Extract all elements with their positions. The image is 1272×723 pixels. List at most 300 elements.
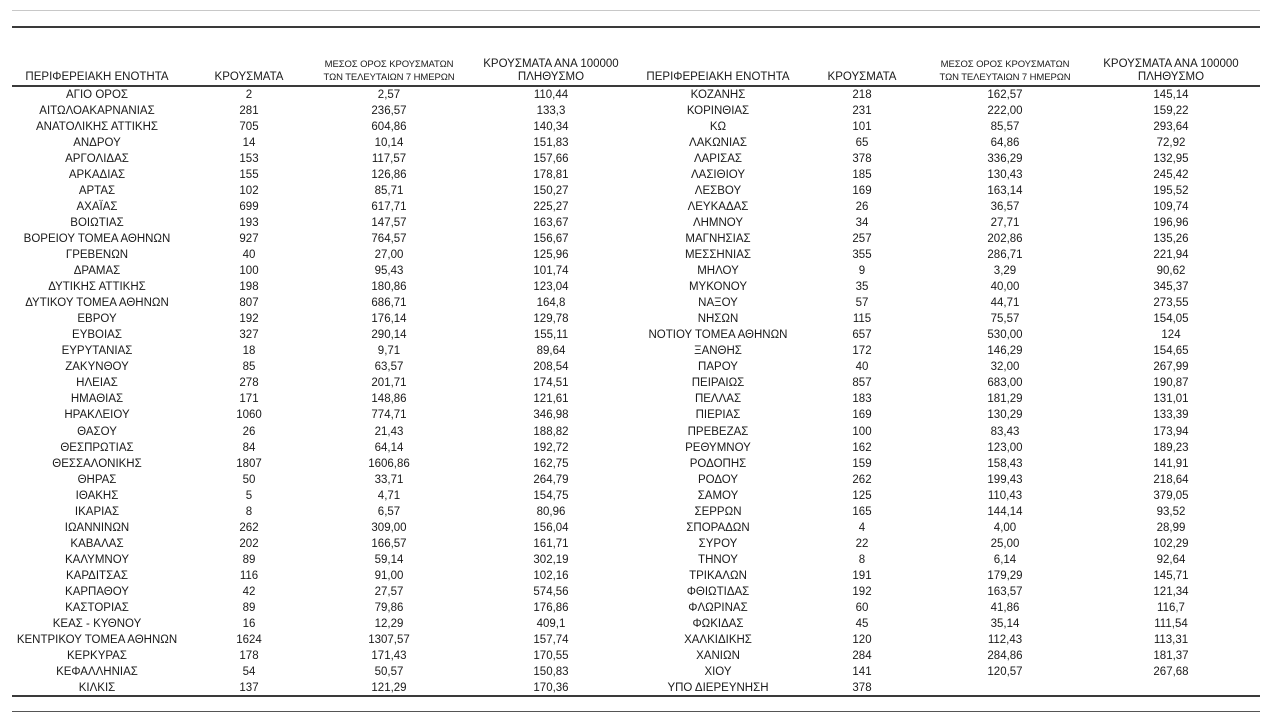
avg7-cell: 75,57 <box>990 313 1020 326</box>
per100k-cell: 173,94 <box>1153 425 1189 438</box>
table-row <box>12 86 640 103</box>
per100k-cell: 178,81 <box>533 168 569 181</box>
table-row <box>12 280 640 296</box>
avg7-cell: 3,29 <box>993 265 1017 278</box>
avg7-cell: 12,29 <box>374 618 404 631</box>
avg7-cell: 95,43 <box>374 265 404 278</box>
region-cell: ΑΝΔΡΟΥ <box>73 136 121 149</box>
per100k-cell: 72,92 <box>1156 136 1186 149</box>
header-row <box>640 50 1260 86</box>
per100k-cell: 154,05 <box>1153 313 1189 326</box>
region-cell: ΚΟΡΙΝΘΙΑΣ <box>686 104 750 117</box>
table-row <box>640 568 1260 584</box>
per100k-cell: 133,39 <box>1153 409 1189 422</box>
per100k-cell: 92,64 <box>1156 553 1186 566</box>
cases-cell: 42 <box>242 585 256 598</box>
avg7-cell: 112,43 <box>987 634 1023 647</box>
cases-cell: 202 <box>239 537 259 550</box>
cases-table-left <box>12 50 640 697</box>
avg7-cell: 121,29 <box>371 682 407 695</box>
table-row <box>640 601 1260 617</box>
cases-cell: 378 <box>852 682 872 695</box>
avg7-cell: 33,71 <box>374 473 404 486</box>
region-cell: ΤΡΙΚΑΛΩΝ <box>689 569 747 582</box>
table-row <box>640 488 1260 504</box>
table-body-right <box>640 86 1260 697</box>
region-cell: ΚΕΡΚΥΡΑΣ <box>67 650 127 663</box>
per100k-cell: 150,83 <box>533 666 569 679</box>
table-row <box>12 247 640 263</box>
region-cell: ΒΟΙΩΤΙΑΣ <box>70 216 124 229</box>
per100k-cell: 156,67 <box>533 232 569 245</box>
region-cell: ΘΕΣΣΑΛΟΝΙΚΗΣ <box>52 457 142 470</box>
cases-cell: 159 <box>852 457 872 470</box>
per100k-cell: 379,05 <box>1153 489 1189 502</box>
table-row <box>640 135 1260 151</box>
per100k-cell: 154,65 <box>1153 345 1189 358</box>
table-row <box>12 167 640 183</box>
region-cell: ΜΕΣΣΗΝΙΑΣ <box>684 248 752 261</box>
per100k-cell: 123,04 <box>533 281 569 294</box>
table-row <box>640 456 1260 472</box>
cases-cell: 9 <box>858 265 866 278</box>
region-cell: ΚΕΦΑΛΛΗΝΙΑΣ <box>56 666 138 679</box>
avg7-cell: 40,00 <box>990 281 1020 294</box>
table-row <box>640 247 1260 263</box>
region-cell: ΦΛΩΡΙΝΑΣ <box>688 602 748 615</box>
table-row <box>640 151 1260 167</box>
per100k-cell: 151,83 <box>533 136 569 149</box>
table-row <box>12 472 640 488</box>
avg7-cell: 6,57 <box>377 505 401 518</box>
table-row <box>12 520 640 536</box>
avg7-cell: 309,00 <box>371 521 407 534</box>
cases-cell: 257 <box>852 232 872 245</box>
cases-cell: 857 <box>852 377 872 390</box>
per100k-cell: 159,22 <box>1153 104 1189 117</box>
region-cell: ΜΗΛΟΥ <box>697 265 739 278</box>
region-cell: ΔΥΤΙΚΟΥ ΤΟΜΕΑ ΑΘΗΝΩΝ <box>25 297 169 310</box>
header-row <box>12 50 640 86</box>
avg7-cell: 286,71 <box>987 248 1023 261</box>
column-header-region: ΠΕΡΙΦΕΡΕΙΑΚΗ ΕΝΟΤΗΤΑ <box>640 50 796 86</box>
per100k-cell: 80,96 <box>536 505 566 518</box>
avg7-cell: 4,71 <box>377 489 401 502</box>
per100k-cell: 273,55 <box>1153 297 1189 310</box>
column-header-cases: ΚΡΟΥΣΜΑΤΑ <box>182 50 316 86</box>
table-row <box>640 392 1260 408</box>
cases-cell: 192 <box>852 585 872 598</box>
per100k-cell: 162,75 <box>533 457 569 470</box>
region-cell: ΚΟΖΑΝΗΣ <box>690 88 746 101</box>
per100k-cell: 190,87 <box>1153 377 1189 390</box>
region-cell: ΕΥΡΥΤΑΝΙΑΣ <box>61 345 133 358</box>
region-cell: ΑΡΚΑΔΙΑΣ <box>68 168 126 181</box>
column-header-region: ΠΕΡΙΦΕΡΕΙΑΚΗ ΕΝΟΤΗΤΑ <box>12 50 182 86</box>
per100k-cell: 189,23 <box>1153 441 1189 454</box>
avg7-cell: 179,29 <box>987 569 1023 582</box>
region-cell: ΣΑΜΟΥ <box>697 489 739 502</box>
table-row <box>12 601 640 617</box>
region-cell: ΝΗΣΩΝ <box>697 313 739 326</box>
right-table-section <box>640 50 1260 697</box>
cases-cell: 284 <box>852 650 872 663</box>
per100k-cell: 161,71 <box>533 537 569 550</box>
table-row <box>12 584 640 600</box>
table-row <box>640 167 1260 183</box>
per100k-cell: 131,01 <box>1153 393 1189 406</box>
per100k-cell: 188,82 <box>533 425 569 438</box>
per100k-cell: 101,74 <box>533 265 569 278</box>
region-cell: ΙΘΑΚΗΣ <box>75 489 119 502</box>
top-divider-dark <box>12 26 1260 28</box>
per100k-cell: 145,71 <box>1153 569 1189 582</box>
table-row <box>12 328 640 344</box>
cases-cell: 699 <box>239 200 259 213</box>
region-cell: ΛΗΜΝΟΥ <box>692 216 744 229</box>
table-row <box>640 376 1260 392</box>
cases-cell: 115 <box>852 313 872 326</box>
per100k-cell: 264,79 <box>533 473 569 486</box>
cases-cell: 262 <box>239 521 259 534</box>
region-cell: ΦΘΙΩΤΙΔΑΣ <box>686 585 750 598</box>
table-row <box>12 199 640 215</box>
header-line: ΜΕΣΟΣ ΟΡΟΣ ΚΡΟΥΣΜΑΤΩΝ <box>324 59 454 70</box>
per100k-cell: 124 <box>1161 329 1181 342</box>
per100k-cell: 154,75 <box>533 489 569 502</box>
table-row <box>640 633 1260 649</box>
region-cell: ΠΑΡΟΥ <box>698 361 738 374</box>
table-row <box>12 296 640 312</box>
avg7-cell: 110,43 <box>987 489 1023 502</box>
region-cell: ΠΕΙΡΑΙΩΣ <box>691 377 745 390</box>
region-cell: ΗΛΕΙΑΣ <box>76 377 118 390</box>
avg7-cell: 21,43 <box>374 425 404 438</box>
cases-cell: 89 <box>242 553 256 566</box>
region-cell: ΚΩ <box>709 120 727 133</box>
cases-cell: 89 <box>242 602 256 615</box>
column-header-per-100k <box>462 50 640 86</box>
table-row <box>640 86 1260 103</box>
per100k-cell: 140,34 <box>533 120 569 133</box>
per100k-cell: 135,26 <box>1153 232 1189 245</box>
table-row <box>12 552 640 568</box>
cases-cell: 153 <box>239 152 259 165</box>
region-cell: ΡΕΘΥΜΝΟΥ <box>685 441 751 454</box>
cases-cell: 100 <box>852 425 872 438</box>
region-cell: ΔΥΤΙΚΗΣ ΑΤΤΙΚΗΣ <box>48 281 146 294</box>
table-row <box>12 424 640 440</box>
table-row <box>640 360 1260 376</box>
per100k-cell: 218,64 <box>1153 473 1189 486</box>
per100k-cell: 102,29 <box>1153 537 1189 550</box>
region-cell: ΚΙΛΚΙΣ <box>78 682 116 695</box>
cases-cell: 198 <box>239 281 259 294</box>
avg7-cell: 10,14 <box>374 136 404 149</box>
region-cell: ΚΑΒΑΛΑΣ <box>70 537 124 550</box>
cases-cell: 125 <box>852 489 872 502</box>
table-row <box>640 264 1260 280</box>
cases-cell: 40 <box>855 361 869 374</box>
table-row <box>12 617 640 633</box>
cases-cell: 2 <box>245 88 253 101</box>
cases-cell: 8 <box>245 505 253 518</box>
avg7-cell: 91,00 <box>374 569 404 582</box>
table-row <box>640 440 1260 456</box>
table-row <box>640 584 1260 600</box>
avg7-cell: 27,00 <box>374 248 404 261</box>
region-cell: ΖΑΚΥΝΘΟΥ <box>65 361 129 374</box>
avg7-cell: 79,86 <box>374 602 404 615</box>
avg7-cell: 126,86 <box>371 168 407 181</box>
cases-cell: 171 <box>239 393 259 406</box>
per100k-cell: 121,34 <box>1153 585 1189 598</box>
region-cell: ΗΜΑΘΙΑΣ <box>70 393 124 406</box>
avg7-cell: 41,86 <box>990 602 1020 615</box>
cases-cell: 54 <box>242 666 256 679</box>
region-cell: ΞΑΝΘΗΣ <box>694 345 742 358</box>
per100k-cell: 345,37 <box>1153 281 1189 294</box>
cases-cell: 40 <box>242 248 256 261</box>
per100k-cell: 409,1 <box>536 618 566 631</box>
per100k-cell: 132,95 <box>1153 152 1189 165</box>
table-row <box>12 135 640 151</box>
region-cell: ΔΡΑΜΑΣ <box>73 265 121 278</box>
avg7-cell: 290,14 <box>371 329 407 342</box>
cases-cell: 807 <box>239 297 259 310</box>
table-row <box>640 504 1260 520</box>
per100k-cell: 192,72 <box>533 441 569 454</box>
avg7-cell: 1307,57 <box>368 634 410 647</box>
per100k-cell: 150,27 <box>533 184 569 197</box>
avg7-cell: 201,71 <box>371 377 407 390</box>
avg7-cell: 9,71 <box>377 345 401 358</box>
avg7-cell: 36,57 <box>990 200 1020 213</box>
table-row <box>12 504 640 520</box>
table-row <box>12 536 640 552</box>
cases-cell: 26 <box>242 425 256 438</box>
table-row <box>12 440 640 456</box>
table-row <box>640 617 1260 633</box>
avg7-cell: 236,57 <box>371 104 407 117</box>
table-row <box>640 424 1260 440</box>
per100k-cell: 28,99 <box>1156 521 1186 534</box>
cases-cell: 169 <box>852 184 872 197</box>
avg7-cell: 146,29 <box>987 345 1023 358</box>
region-cell: ΛΑΚΩΝΙΑΣ <box>689 136 747 149</box>
avg7-cell: 144,14 <box>987 505 1023 518</box>
avg7-cell: 59,14 <box>374 553 404 566</box>
avg7-cell: 163,14 <box>987 184 1023 197</box>
per100k-cell: 267,68 <box>1153 666 1189 679</box>
avg7-cell: 158,43 <box>987 457 1023 470</box>
avg7-cell: 530,00 <box>987 329 1023 342</box>
table-row <box>640 296 1260 312</box>
avg7-cell: 123,00 <box>987 441 1023 454</box>
cases-cell: 34 <box>855 216 869 229</box>
avg7-cell: 83,43 <box>990 425 1020 438</box>
cases-cell: 165 <box>852 505 872 518</box>
cases-cell: 14 <box>242 136 256 149</box>
region-cell: ΠΙΕΡΙΑΣ <box>695 409 741 422</box>
table-body-left <box>12 86 640 697</box>
per100k-cell: 113,31 <box>1153 634 1189 647</box>
region-cell: ΝΑΞΟΥ <box>698 297 738 310</box>
per100k-cell: 170,36 <box>533 682 569 695</box>
header-line: ΚΡΟΥΣΜΑΤΑ ΑΝΑ 100000 <box>483 58 619 70</box>
per100k-cell: 293,64 <box>1153 120 1189 133</box>
region-cell: ΦΩΚΙΔΑΣ <box>692 618 744 631</box>
region-cell: ΑΓΙΟ ΟΡΟΣ <box>65 88 128 101</box>
per100k-cell: 125,96 <box>533 248 569 261</box>
per100k-cell: 157,74 <box>533 634 569 647</box>
region-cell: ΣΕΡΡΩΝ <box>694 505 742 518</box>
avg7-cell: 50,57 <box>374 666 404 679</box>
header-line: ΠΛΗΘΥΣΜΟ <box>517 71 585 83</box>
region-cell: ΒΟΡΕΙΟΥ ΤΟΜΕΑ ΑΘΗΝΩΝ <box>23 232 171 245</box>
avg7-cell: 4,00 <box>993 521 1017 534</box>
region-cell: ΚΑΡΠΑΘΟΥ <box>65 585 129 598</box>
cases-cell: 102 <box>239 184 259 197</box>
per100k-cell: 346,98 <box>533 409 569 422</box>
per100k-cell: 93,52 <box>1156 505 1186 518</box>
cases-cell: 278 <box>239 377 259 390</box>
per100k-cell: 181,37 <box>1153 650 1189 663</box>
table-row <box>640 520 1260 536</box>
per100k-cell: 141,91 <box>1153 457 1189 470</box>
region-cell: ΑΙΤΩΛΟΑΚΑΡΝΑΝΙΑΣ <box>39 104 155 117</box>
cases-cell: 657 <box>852 329 872 342</box>
header-line: ΤΩΝ ΤΕΛΕΥΤΑΙΩΝ 7 ΗΜΕΡΩΝ <box>939 72 1071 83</box>
avg7-cell: 147,57 <box>371 216 407 229</box>
table-row <box>640 649 1260 665</box>
cases-cell: 172 <box>852 345 872 358</box>
avg7-cell: 32,00 <box>990 361 1020 374</box>
per100k-cell: 221,94 <box>1153 248 1189 261</box>
per100k-cell: 155,11 <box>533 329 569 342</box>
cases-cell: 141 <box>852 666 872 679</box>
table-row <box>640 328 1260 344</box>
column-header-cases: ΚΡΟΥΣΜΑΤΑ <box>796 50 928 86</box>
table-row <box>12 215 640 231</box>
avg7-cell: 64,14 <box>374 441 404 454</box>
region-cell: ΗΡΑΚΛΕΙΟΥ <box>64 409 130 422</box>
table-row <box>12 119 640 135</box>
per100k-cell: 111,54 <box>1154 618 1188 631</box>
header-line: ΜΕΣΟΣ ΟΡΟΣ ΚΡΟΥΣΜΑΤΩΝ <box>940 59 1070 70</box>
per100k-cell: 574,56 <box>533 585 569 598</box>
region-cell: ΓΡΕΒΕΝΩΝ <box>65 248 129 261</box>
region-cell: ΧΑΝΙΩΝ <box>696 650 740 663</box>
region-cell: ΡΟΔΟΥ <box>697 473 739 486</box>
region-cell: ΛΑΣΙΘΙΟΥ <box>690 168 746 181</box>
region-cell: ΠΕΛΛΑΣ <box>694 393 742 406</box>
cases-cell: 231 <box>852 104 872 117</box>
cases-cell: 116 <box>239 569 259 582</box>
region-cell: ΠΡΕΒΕΖΑΣ <box>687 425 749 438</box>
avg7-cell: 336,29 <box>987 152 1023 165</box>
table-row <box>12 633 640 649</box>
per100k-cell: 156,04 <box>533 521 569 534</box>
per100k-cell: 145,14 <box>1153 88 1189 101</box>
region-cell: ΕΒΡΟΥ <box>77 313 117 326</box>
table-row <box>12 312 640 328</box>
avg7-cell: 130,43 <box>987 168 1023 181</box>
avg7-cell: 163,57 <box>987 585 1023 598</box>
region-cell: ΥΠΟ ΔΙΕΡΕΥΝΗΣΗ <box>667 682 769 695</box>
table-row <box>640 552 1260 568</box>
per100k-cell: 116,7 <box>1157 602 1185 615</box>
region-cell: ΚΕΑΣ - ΚΥΘΝΟΥ <box>52 618 142 631</box>
per100k-cell: 208,54 <box>533 361 569 374</box>
cases-cell: 355 <box>852 248 872 261</box>
per100k-cell: 245,42 <box>1153 168 1189 181</box>
region-cell: ΘΗΡΑΣ <box>77 473 117 486</box>
avg7-cell: 2,57 <box>377 88 401 101</box>
avg7-cell: 1606,86 <box>368 457 410 470</box>
cases-cell: 378 <box>852 152 872 165</box>
cases-cell: 57 <box>855 297 869 310</box>
table-row <box>12 376 640 392</box>
region-cell: ΛΕΥΚΑΔΑΣ <box>687 200 749 213</box>
cases-cell: 705 <box>239 120 259 133</box>
avg7-cell: 117,57 <box>371 152 407 165</box>
per100k-cell: 195,52 <box>1153 184 1189 197</box>
region-cell: ΤΗΝΟΥ <box>698 553 738 566</box>
table-row <box>12 456 640 472</box>
avg7-cell: 604,86 <box>371 120 407 133</box>
table-row <box>640 472 1260 488</box>
region-cell: ΕΥΒΟΙΑΣ <box>72 329 122 342</box>
avg7-cell: 64,86 <box>990 136 1020 149</box>
avg7-cell: 166,57 <box>371 537 407 550</box>
table-row <box>640 231 1260 247</box>
column-header-7day-average <box>928 50 1082 86</box>
avg7-cell: 27,71 <box>990 216 1020 229</box>
cases-cell: 178 <box>239 650 259 663</box>
cases-cell: 192 <box>239 313 259 326</box>
cases-cell: 26 <box>855 200 869 213</box>
column-header-per-100k <box>1082 50 1260 86</box>
per100k-cell: 267,99 <box>1153 361 1189 374</box>
table-row <box>12 103 640 119</box>
per100k-cell: 163,67 <box>533 216 569 229</box>
table-row <box>640 183 1260 199</box>
per100k-cell: 225,27 <box>533 200 569 213</box>
cases-cell: 16 <box>242 618 256 631</box>
region-cell: ΑΡΓΟΛΙΔΑΣ <box>65 152 129 165</box>
region-cell: ΧΑΛΚΙΔΙΚΗΣ <box>684 634 752 647</box>
avg7-cell: 180,86 <box>371 281 407 294</box>
region-cell: ΝΟΤΙΟΥ ΤΟΜΕΑ ΑΘΗΝΩΝ <box>648 329 788 342</box>
cases-cell: 185 <box>852 168 872 181</box>
region-cell: ΡΟΔΟΠΗΣ <box>689 457 747 470</box>
table-row <box>640 215 1260 231</box>
region-cell: ΑΝΑΤΟΛΙΚΗΣ ΑΤΤΙΚΗΣ <box>35 120 158 133</box>
cases-cell: 137 <box>239 682 259 695</box>
table-row <box>640 103 1260 119</box>
cases-cell: 45 <box>855 618 869 631</box>
cases-cell: 193 <box>239 216 259 229</box>
region-cell: ΜΑΓΝΗΣΙΑΣ <box>685 232 751 245</box>
avg7-cell: 284,86 <box>987 650 1023 663</box>
avg7-cell: 120,57 <box>987 666 1023 679</box>
cases-cell: 927 <box>239 232 259 245</box>
table-row <box>12 392 640 408</box>
cases-cell: 101 <box>852 120 872 133</box>
cases-cell: 218 <box>852 88 872 101</box>
cases-cell: 65 <box>855 136 869 149</box>
